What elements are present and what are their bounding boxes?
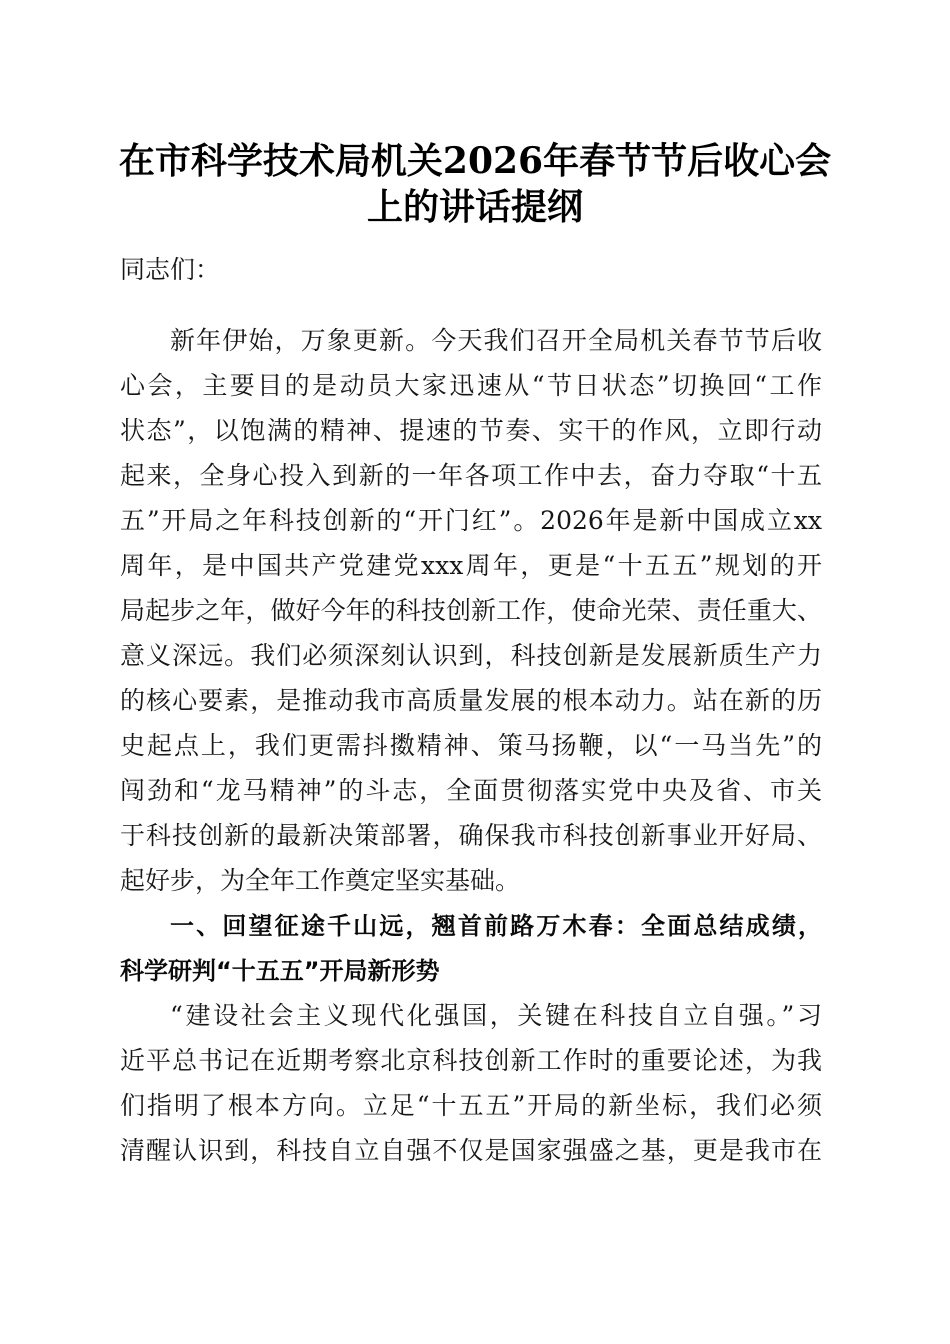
paragraph-1-line: 新年伊始，万象更新。今天我们召开全局机关春节节后收 — [170, 326, 822, 355]
paragraph-1-line: 的核心要素，是推动我市高质量发展的根本动力。站在新的历 — [120, 686, 822, 715]
paragraph-2-line: 近平总书记在近期考察北京科技创新工作时的重要论述，为我 — [120, 1046, 822, 1075]
paragraph-2-line: 清醒认识到，科技自立自强不仅是国家强盛之基，更是我市在 — [120, 1136, 822, 1165]
document-title-line-2: 上的讲话提纲 — [366, 186, 583, 228]
paragraph-1-line: 于科技创新的最新决策部署，确保我市科技创新事业开好局、 — [120, 821, 822, 850]
paragraph-2-line: “建设社会主义现代化强国，关键在科技自立自强。”习 — [170, 1001, 822, 1030]
paragraph-1-line: 起好步，为全年工作奠定坚实基础。 — [120, 866, 521, 895]
section-heading-line: 科学研判“十五五”开局新形势 — [120, 957, 440, 985]
salutation: 同志们： — [120, 255, 221, 284]
paragraph-1-line: 心会，主要目的是动员大家迅速从“节日状态”切换回“工作 — [120, 371, 822, 400]
paragraph-1-line: 起来，全身心投入到新的一年各项工作中去，奋力夺取“十五 — [120, 461, 822, 490]
paragraph-2-line: 们指明了根本方向。立足“十五五”开局的新坐标，我们必须 — [120, 1091, 822, 1120]
paragraph-1-line: 状态”，以饱满的精神、提速的节奏、实干的作风，立即行动 — [120, 416, 822, 445]
paragraph-1-line: 周年，是中国共产党建党xxx周年，更是“十五五”规划的开 — [120, 551, 822, 580]
section-heading-line: 一、回望征途千山远，翘首前路万木春：全面总结成绩， — [170, 912, 822, 940]
paragraph-1-line: 史起点上，我们更需抖擞精神、策马扬鞭，以“一马当先”的 — [120, 731, 822, 760]
document-title-line-1: 在市科学技术局机关2026年春节节后收心会 — [118, 140, 832, 182]
paragraph-1-line: 五”开局之年科技创新的“开门红”。2026年是新中国成立xx — [120, 506, 822, 535]
paragraph-1-line: 闯劲和“龙马精神”的斗志，全面贯彻落实党中央及省、市关 — [120, 776, 822, 805]
paragraph-1-line: 意义深远。我们必须深刻认识到，科技创新是发展新质生产力 — [120, 641, 822, 670]
paragraph-1-line: 局起步之年，做好今年的科技创新工作，使命光荣、责任重大、 — [120, 596, 822, 625]
